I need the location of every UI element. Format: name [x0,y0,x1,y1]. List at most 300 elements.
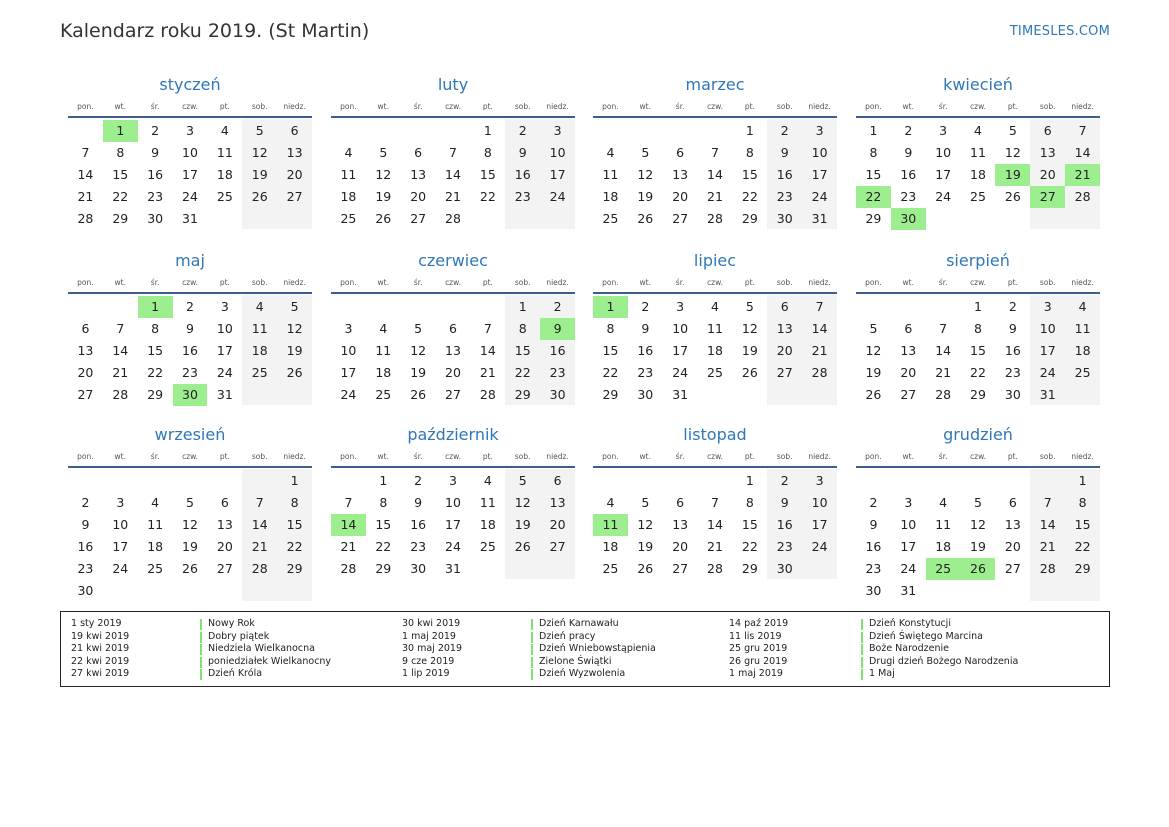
day-cell[interactable]: 28 [77,211,94,226]
day-cell[interactable]: 24 [811,539,828,554]
day-cell[interactable]: 17 [445,517,461,532]
day-cell[interactable]: 10 [811,495,828,510]
day-cell[interactable]: 11 [216,145,233,160]
day-cell[interactable]: 21 [77,189,94,204]
day-cell[interactable]: 8 [974,321,982,336]
day-cell[interactable]: 18 [707,343,723,358]
day-cell[interactable]: 4 [483,473,492,488]
day-cell[interactable]: 10 [112,517,129,532]
day-cell[interactable]: 16 [549,343,566,358]
day-cell[interactable]: 11 [340,167,357,182]
day-cell[interactable]: 4 [606,495,615,510]
day-cell[interactable]: 18 [602,539,619,554]
day-cell[interactable]: 10 [900,517,917,532]
day-cell[interactable]: 23 [77,561,94,576]
day-cell[interactable]: 11 [602,167,619,182]
day-cell[interactable]: 23 [410,539,427,554]
day-cell[interactable]: 2 [1008,299,1017,314]
day-cell[interactable]: 1 [869,123,878,138]
day-cell[interactable]: 31 [182,211,198,226]
day-cell[interactable]: 9 [780,495,789,510]
day-cell[interactable]: 17 [340,365,357,380]
day-cell[interactable]: 7 [939,321,948,336]
day-cell[interactable]: 30 [865,583,882,598]
day-cell[interactable]: 27 [445,387,461,402]
day-cell[interactable]: 21 [935,365,952,380]
day-cell[interactable]: 18 [935,539,952,554]
day-cell[interactable]: 21 [811,343,828,358]
day-cell[interactable]: 13 [410,167,427,182]
day-cell[interactable]: 19 [637,189,654,204]
day-cell[interactable]: 8 [518,321,527,336]
day-cell[interactable]: 19 [741,343,758,358]
day-cell[interactable]: 8 [1078,495,1087,510]
day-cell[interactable]: 29 [865,211,882,226]
day-cell[interactable]: 18 [375,365,392,380]
day-cell[interactable]: 20 [672,189,689,204]
day-cell[interactable]: 12 [375,167,392,182]
day-cell[interactable]: 5 [186,495,194,510]
day-cell[interactable]: 14 [811,321,828,336]
day-cell[interactable]: 11 [593,514,628,536]
day-cell[interactable]: 24 [549,189,566,204]
day-cell[interactable]: 6 [904,321,913,336]
day-cell[interactable]: 8 [745,145,754,160]
day-cell[interactable]: 22 [286,539,303,554]
day-cell[interactable]: 4 [606,145,615,160]
day-cell[interactable]: 5 [641,145,650,160]
day-cell[interactable]: 24 [1039,365,1056,380]
day-cell[interactable]: 2 [414,473,423,488]
day-cell[interactable]: 25 [375,387,392,402]
day-cell[interactable]: 13 [672,167,689,182]
day-cell[interactable]: 15 [602,343,619,358]
day-cell[interactable]: 15 [741,167,758,182]
day-cell[interactable]: 28 [1039,561,1056,576]
day-cell[interactable]: 10 [811,145,828,160]
day-cell[interactable]: 3 [815,473,824,488]
day-cell[interactable]: 29 [970,387,986,402]
day-cell[interactable]: 22 [856,186,891,208]
day-cell[interactable]: 6 [780,299,789,314]
day-cell[interactable]: 13 [549,495,566,510]
day-cell[interactable]: 9 [151,145,160,160]
day-cell[interactable]: 16 [776,517,793,532]
day-cell[interactable]: 19 [970,539,986,554]
day-cell[interactable]: 25 [602,211,619,226]
day-cell[interactable]: 6 [81,321,90,336]
day-cell[interactable]: 17 [900,539,917,554]
day-cell[interactable]: 26 [865,387,882,402]
day-cell[interactable]: 8 [379,495,388,510]
day-cell[interactable]: 12 [251,145,268,160]
day-cell[interactable]: 12 [286,321,303,336]
day-cell[interactable]: 11 [935,517,952,532]
day-cell[interactable]: 19 [514,517,531,532]
day-cell[interactable]: 4 [344,145,353,160]
day-cell[interactable]: 21 [340,539,357,554]
day-cell[interactable]: 27 [286,189,303,204]
day-cell[interactable]: 3 [116,495,125,510]
day-cell[interactable]: 27 [900,387,917,402]
day-cell[interactable]: 15 [514,343,531,358]
day-cell[interactable]: 17 [672,343,689,358]
day-cell[interactable]: 1 [593,296,628,318]
day-cell[interactable]: 16 [637,343,654,358]
day-cell[interactable]: 5 [255,123,264,138]
day-cell[interactable]: 28 [935,387,952,402]
day-cell[interactable]: 4 [379,321,388,336]
day-cell[interactable]: 22 [602,365,619,380]
day-cell[interactable]: 28 [251,561,268,576]
day-cell[interactable]: 3 [676,299,685,314]
day-cell[interactable]: 13 [1039,145,1056,160]
day-cell[interactable]: 3 [449,473,457,488]
day-cell[interactable]: 15 [1074,517,1091,532]
day-cell[interactable]: 18 [1074,343,1091,358]
day-cell[interactable]: 25 [707,365,723,380]
day-cell[interactable]: 3 [186,123,194,138]
day-cell[interactable]: 29 [375,561,392,576]
day-cell[interactable]: 21 [707,189,723,204]
day-cell[interactable]: 9 [1008,321,1017,336]
day-cell[interactable]: 13 [900,343,917,358]
day-cell[interactable]: 6 [676,145,685,160]
day-cell[interactable]: 24 [445,539,461,554]
day-cell[interactable]: 20 [445,365,461,380]
day-cell[interactable]: 23 [637,365,654,380]
day-cell[interactable]: 20 [900,365,917,380]
day-cell[interactable]: 13 [77,343,94,358]
day-cell[interactable]: 14 [935,343,952,358]
day-cell[interactable]: 9 [518,145,527,160]
day-cell[interactable]: 18 [147,539,164,554]
day-cell[interactable]: 30 [1004,387,1021,402]
day-cell[interactable]: 8 [745,495,754,510]
day-cell[interactable]: 3 [220,299,229,314]
day-cell[interactable]: 22 [514,365,531,380]
day-cell[interactable]: 15 [865,167,882,182]
day-cell[interactable]: 22 [112,189,129,204]
day-cell[interactable]: 28 [112,387,129,402]
day-cell[interactable]: 15 [741,517,758,532]
day-cell[interactable]: 16 [182,343,198,358]
day-cell[interactable]: 17 [811,517,828,532]
day-cell[interactable]: 9 [186,321,194,336]
day-cell[interactable]: 18 [216,167,233,182]
day-cell[interactable]: 3 [815,123,824,138]
day-cell[interactable]: 31 [1039,387,1056,402]
day-cell[interactable]: 23 [776,539,793,554]
day-cell[interactable]: 28 [707,211,723,226]
day-cell[interactable]: 19 [410,365,427,380]
day-cell[interactable]: 12 [865,343,882,358]
day-cell[interactable]: 16 [900,167,917,182]
day-cell[interactable]: 27 [410,211,427,226]
day-cell[interactable]: 9 [414,495,423,510]
day-cell[interactable]: 30 [891,208,926,230]
day-cell[interactable]: 5 [290,299,299,314]
day-cell[interactable]: 21 [479,365,496,380]
day-cell[interactable]: 22 [375,539,392,554]
day-cell[interactable]: 13 [776,321,793,336]
day-cell[interactable]: 30 [410,561,427,576]
day-cell[interactable]: 13 [1004,517,1021,532]
day-cell[interactable]: 13 [672,517,689,532]
day-cell[interactable]: 12 [182,517,198,532]
day-cell[interactable]: 21 [251,539,268,554]
day-cell[interactable]: 15 [375,517,392,532]
day-cell[interactable]: 9 [780,145,789,160]
day-cell[interactable]: 10 [340,343,357,358]
day-cell[interactable]: 17 [216,343,233,358]
day-cell[interactable]: 30 [776,211,793,226]
day-cell[interactable]: 3 [344,321,353,336]
day-cell[interactable]: 20 [1039,167,1056,182]
day-cell[interactable]: 31 [811,211,828,226]
day-cell[interactable]: 29 [1074,561,1091,576]
day-cell[interactable]: 27 [549,539,566,554]
day-cell[interactable]: 1 [483,123,492,138]
day-cell[interactable]: 16 [776,167,793,182]
day-cell[interactable]: 4 [974,123,982,138]
day-cell[interactable]: 23 [147,189,164,204]
day-cell[interactable]: 17 [935,167,952,182]
day-cell[interactable]: 26 [961,558,996,580]
day-cell[interactable]: 18 [970,167,986,182]
day-cell[interactable]: 6 [449,321,457,336]
day-cell[interactable]: 11 [251,321,268,336]
day-cell[interactable]: 25 [216,189,233,204]
day-cell[interactable]: 1 [379,473,388,488]
day-cell[interactable]: 9 [81,517,90,532]
day-cell[interactable]: 23 [900,189,917,204]
day-cell[interactable]: 12 [970,517,986,532]
day-cell[interactable]: 6 [1043,123,1052,138]
day-cell[interactable]: 22 [741,539,758,554]
day-cell[interactable]: 12 [514,495,531,510]
day-cell[interactable]: 22 [147,365,164,380]
day-cell[interactable]: 31 [216,387,233,402]
day-cell[interactable]: 7 [483,321,492,336]
day-cell[interactable]: 7 [255,495,264,510]
day-cell[interactable]: 5 [518,473,527,488]
day-cell[interactable]: 19 [637,539,654,554]
day-cell[interactable]: 6 [220,495,229,510]
day-cell[interactable]: 17 [1039,343,1056,358]
day-cell[interactable]: 4 [220,123,229,138]
day-cell[interactable]: 1 [290,473,299,488]
day-cell[interactable]: 11 [1074,321,1091,336]
day-cell[interactable]: 23 [1004,365,1021,380]
day-cell[interactable]: 29 [741,561,758,576]
day-cell[interactable]: 16 [514,167,531,182]
day-cell[interactable]: 31 [445,561,461,576]
day-cell[interactable]: 14 [331,514,366,536]
day-cell[interactable]: 15 [970,343,986,358]
day-cell[interactable]: 2 [904,123,913,138]
day-cell[interactable]: 29 [286,561,303,576]
day-cell[interactable]: 5 [414,321,423,336]
day-cell[interactable]: 1 [1078,473,1087,488]
day-cell[interactable]: 29 [741,211,758,226]
day-cell[interactable]: 21 [707,539,723,554]
day-cell[interactable]: 29 [147,387,164,402]
day-cell[interactable]: 14 [251,517,268,532]
day-cell[interactable]: 25 [147,561,164,576]
day-cell[interactable]: 8 [606,321,615,336]
day-cell[interactable]: 28 [340,561,357,576]
day-cell[interactable]: 20 [1004,539,1021,554]
day-cell[interactable]: 26 [637,211,654,226]
day-cell[interactable]: 2 [869,495,878,510]
day-cell[interactable]: 8 [483,145,492,160]
day-cell[interactable]: 16 [865,539,882,554]
day-cell[interactable]: 11 [479,495,496,510]
day-cell[interactable]: 14 [479,343,496,358]
day-cell[interactable]: 12 [741,321,758,336]
day-cell[interactable]: 22 [1074,539,1091,554]
day-cell[interactable]: 7 [81,145,90,160]
day-cell[interactable]: 28 [445,211,461,226]
day-cell[interactable]: 9 [641,321,650,336]
day-cell[interactable]: 6 [414,145,423,160]
day-cell[interactable]: 2 [641,299,650,314]
day-cell[interactable]: 9 [540,318,575,340]
day-cell[interactable]: 8 [151,321,160,336]
day-cell[interactable]: 19 [182,539,198,554]
day-cell[interactable]: 23 [549,365,566,380]
day-cell[interactable]: 25 [479,539,496,554]
day-cell[interactable]: 6 [290,123,299,138]
day-cell[interactable]: 5 [1008,123,1017,138]
day-cell[interactable]: 19 [995,164,1030,186]
day-cell[interactable]: 25 [1074,365,1091,380]
day-cell[interactable]: 26 [514,539,531,554]
day-cell[interactable]: 13 [286,145,303,160]
day-cell[interactable]: 10 [935,145,952,160]
day-cell[interactable]: 26 [741,365,758,380]
day-cell[interactable]: 1 [745,123,754,138]
day-cell[interactable]: 9 [869,517,878,532]
day-cell[interactable]: 12 [1004,145,1021,160]
day-cell[interactable]: 2 [553,299,562,314]
day-cell[interactable]: 16 [77,539,94,554]
day-cell[interactable]: 13 [445,343,461,358]
day-cell[interactable]: 9 [904,145,913,160]
day-cell[interactable]: 24 [182,189,198,204]
brand-link[interactable]: TIMESLES.COM [1009,24,1110,39]
day-cell[interactable]: 24 [935,189,952,204]
day-cell[interactable]: 2 [780,473,789,488]
day-cell[interactable]: 22 [479,189,496,204]
day-cell[interactable]: 7 [711,495,719,510]
day-cell[interactable]: 18 [479,517,496,532]
day-cell[interactable]: 31 [672,387,689,402]
day-cell[interactable]: 30 [147,211,164,226]
day-cell[interactable]: 29 [112,211,129,226]
day-cell[interactable]: 5 [641,495,650,510]
day-cell[interactable]: 21 [1065,164,1100,186]
day-cell[interactable]: 21 [1039,539,1056,554]
day-cell[interactable]: 1 [974,299,982,314]
day-cell[interactable]: 18 [251,343,268,358]
day-cell[interactable]: 4 [711,299,719,314]
day-cell[interactable]: 24 [340,387,357,402]
day-cell[interactable]: 27 [776,365,793,380]
day-cell[interactable]: 27 [1030,186,1065,208]
day-cell[interactable]: 23 [776,189,793,204]
day-cell[interactable]: 27 [216,561,233,576]
day-cell[interactable]: 4 [1078,299,1087,314]
day-cell[interactable]: 17 [811,167,828,182]
day-cell[interactable]: 10 [445,495,461,510]
day-cell[interactable]: 6 [1008,495,1017,510]
day-cell[interactable]: 19 [865,365,882,380]
day-cell[interactable]: 7 [449,145,457,160]
day-cell[interactable]: 1 [745,473,754,488]
day-cell[interactable]: 25 [970,189,986,204]
day-cell[interactable]: 8 [869,145,878,160]
day-cell[interactable]: 12 [410,343,427,358]
day-cell[interactable]: 13 [216,517,233,532]
day-cell[interactable]: 30 [776,561,793,576]
day-cell[interactable]: 2 [151,123,160,138]
day-cell[interactable]: 25 [602,561,619,576]
day-cell[interactable]: 20 [410,189,427,204]
day-cell[interactable]: 2 [81,495,90,510]
day-cell[interactable]: 23 [514,189,531,204]
day-cell[interactable]: 21 [112,365,129,380]
day-cell[interactable]: 26 [251,189,268,204]
day-cell[interactable]: 30 [77,583,94,598]
day-cell[interactable]: 2 [518,123,527,138]
day-cell[interactable]: 17 [112,539,129,554]
day-cell[interactable]: 30 [173,384,208,406]
day-cell[interactable]: 14 [707,517,723,532]
day-cell[interactable]: 11 [375,343,392,358]
day-cell[interactable]: 10 [216,321,233,336]
day-cell[interactable]: 20 [216,539,233,554]
day-cell[interactable]: 22 [970,365,986,380]
day-cell[interactable]: 3 [553,123,562,138]
day-cell[interactable]: 15 [286,517,303,532]
day-cell[interactable]: 25 [926,558,961,580]
day-cell[interactable]: 26 [410,387,427,402]
day-cell[interactable]: 28 [1074,189,1091,204]
day-cell[interactable]: 24 [811,189,828,204]
day-cell[interactable]: 24 [216,365,233,380]
day-cell[interactable]: 11 [970,145,986,160]
day-cell[interactable]: 20 [549,517,566,532]
day-cell[interactable]: 15 [479,167,496,182]
day-cell[interactable]: 14 [1039,517,1056,532]
day-cell[interactable]: 7 [344,495,353,510]
day-cell[interactable]: 7 [711,145,719,160]
day-cell[interactable]: 1 [518,299,527,314]
day-cell[interactable]: 30 [549,387,566,402]
day-cell[interactable]: 1 [103,120,138,142]
day-cell[interactable]: 14 [707,167,723,182]
day-cell[interactable]: 26 [286,365,303,380]
day-cell[interactable]: 29 [602,387,619,402]
day-cell[interactable]: 26 [375,211,392,226]
day-cell[interactable]: 14 [445,167,461,182]
day-cell[interactable]: 26 [1004,189,1021,204]
day-cell[interactable]: 4 [939,495,948,510]
day-cell[interactable]: 17 [182,167,198,182]
day-cell[interactable]: 15 [112,167,129,182]
